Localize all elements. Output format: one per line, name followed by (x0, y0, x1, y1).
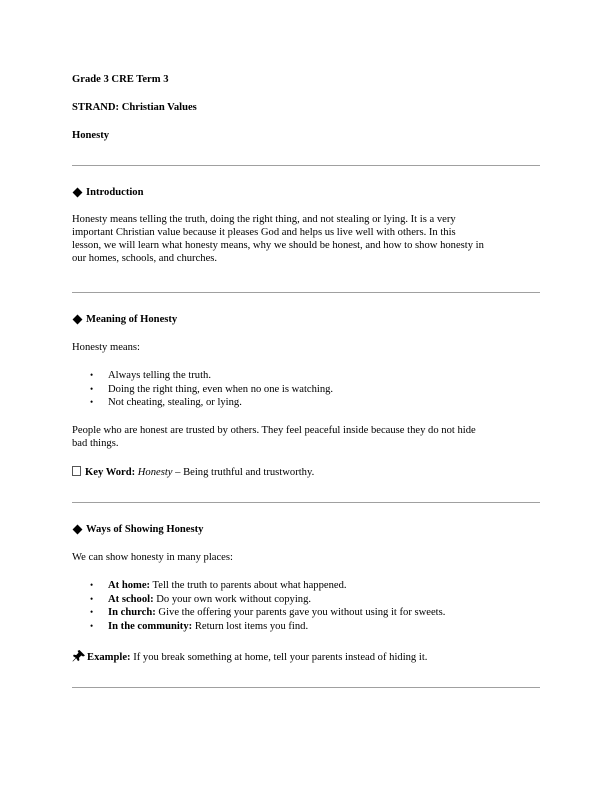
pushpin-icon (72, 650, 85, 662)
meaning-list (72, 369, 540, 410)
document-title: Grade 3 CRE Term 3 (72, 74, 169, 85)
bullet-icon: • (90, 397, 94, 407)
list-item (72, 593, 540, 607)
topic-title: Honesty (72, 130, 110, 141)
paragraph-line: our homes, schools, and churches. (72, 253, 218, 264)
bullet-icon: • (90, 580, 94, 590)
ways-list (72, 579, 540, 633)
paragraph-line: People who are honest are trusted by others. They feel peaceful inside because they do not hide (72, 425, 476, 436)
missing-glyph-box-icon (72, 466, 81, 476)
list-item-text: Do your own work without copying. (153, 593, 312, 605)
bullet-icon: • (90, 620, 94, 631)
list-item (72, 383, 540, 397)
divider (72, 687, 540, 688)
strand-label: STRAND: Christian Values (72, 102, 197, 113)
key-word-term: Honesty (137, 467, 173, 478)
list-item-text: Not cheating, stealing, or lying. (108, 397, 242, 408)
example-text: If you break something at home, tell your parents instead of hiding it. (130, 652, 428, 663)
key-word-definition: – Being truthful and trustworthy. (172, 467, 315, 478)
meaning-lead: Honesty means: (72, 342, 140, 353)
list-item (72, 579, 540, 593)
bullet-icon: • (90, 370, 94, 380)
paragraph-line: bad things. (72, 438, 119, 449)
divider (72, 502, 540, 503)
list-item-label: In the community: (108, 620, 193, 632)
list-item-text: Always telling the truth. (108, 370, 211, 381)
list-item-label: In church: (108, 607, 156, 618)
list-item (72, 369, 540, 383)
section-heading-ways (72, 523, 203, 536)
diamond-bullet-icon (73, 187, 83, 197)
paragraph-line: important Christian value because it pleases God and helps us live well with others. In this (72, 227, 456, 238)
list-item-text: Give the offering your parents gave you without using it for sweets. (155, 607, 446, 618)
bullet-icon: • (90, 383, 94, 394)
section-heading-introduction (72, 186, 144, 199)
introduction-paragraph (72, 213, 540, 265)
divider (72, 292, 540, 293)
bullet-icon: • (90, 593, 94, 604)
paragraph-line: Honesty means telling the truth, doing the right thing, and not stealing or lying. It is a very (72, 214, 456, 225)
diamond-bullet-icon (73, 314, 83, 324)
list-item-text: Return lost items you find. (192, 620, 309, 632)
list-item-label: At home: (108, 580, 151, 591)
list-item-text: Tell the truth to parents about what happened. (150, 580, 347, 591)
ways-lead: We can show honesty in many places: (72, 552, 233, 563)
example-line (72, 650, 427, 664)
section-heading-label: Introduction (86, 187, 144, 198)
section-heading-label: Ways of Showing Honesty (86, 524, 204, 535)
key-word-line (72, 466, 314, 479)
diamond-bullet-icon (73, 524, 83, 534)
list-item (72, 620, 540, 634)
bullet-icon: • (90, 607, 94, 617)
divider (72, 165, 540, 166)
paragraph-line: lesson, we will learn what honesty means, why we should be honest, and how to show honesty in (72, 240, 484, 251)
list-item-text: Doing the right thing, even when no one is watching. (108, 383, 334, 395)
key-word-label: Key Word: (85, 467, 136, 478)
example-label: Example: (87, 652, 131, 663)
list-item-label: At school: (108, 593, 154, 605)
section-heading-label: Meaning of Honesty (86, 314, 178, 325)
section-heading-meaning (72, 313, 177, 326)
list-item (72, 396, 540, 410)
list-item (72, 606, 540, 620)
meaning-paragraph (72, 424, 540, 450)
